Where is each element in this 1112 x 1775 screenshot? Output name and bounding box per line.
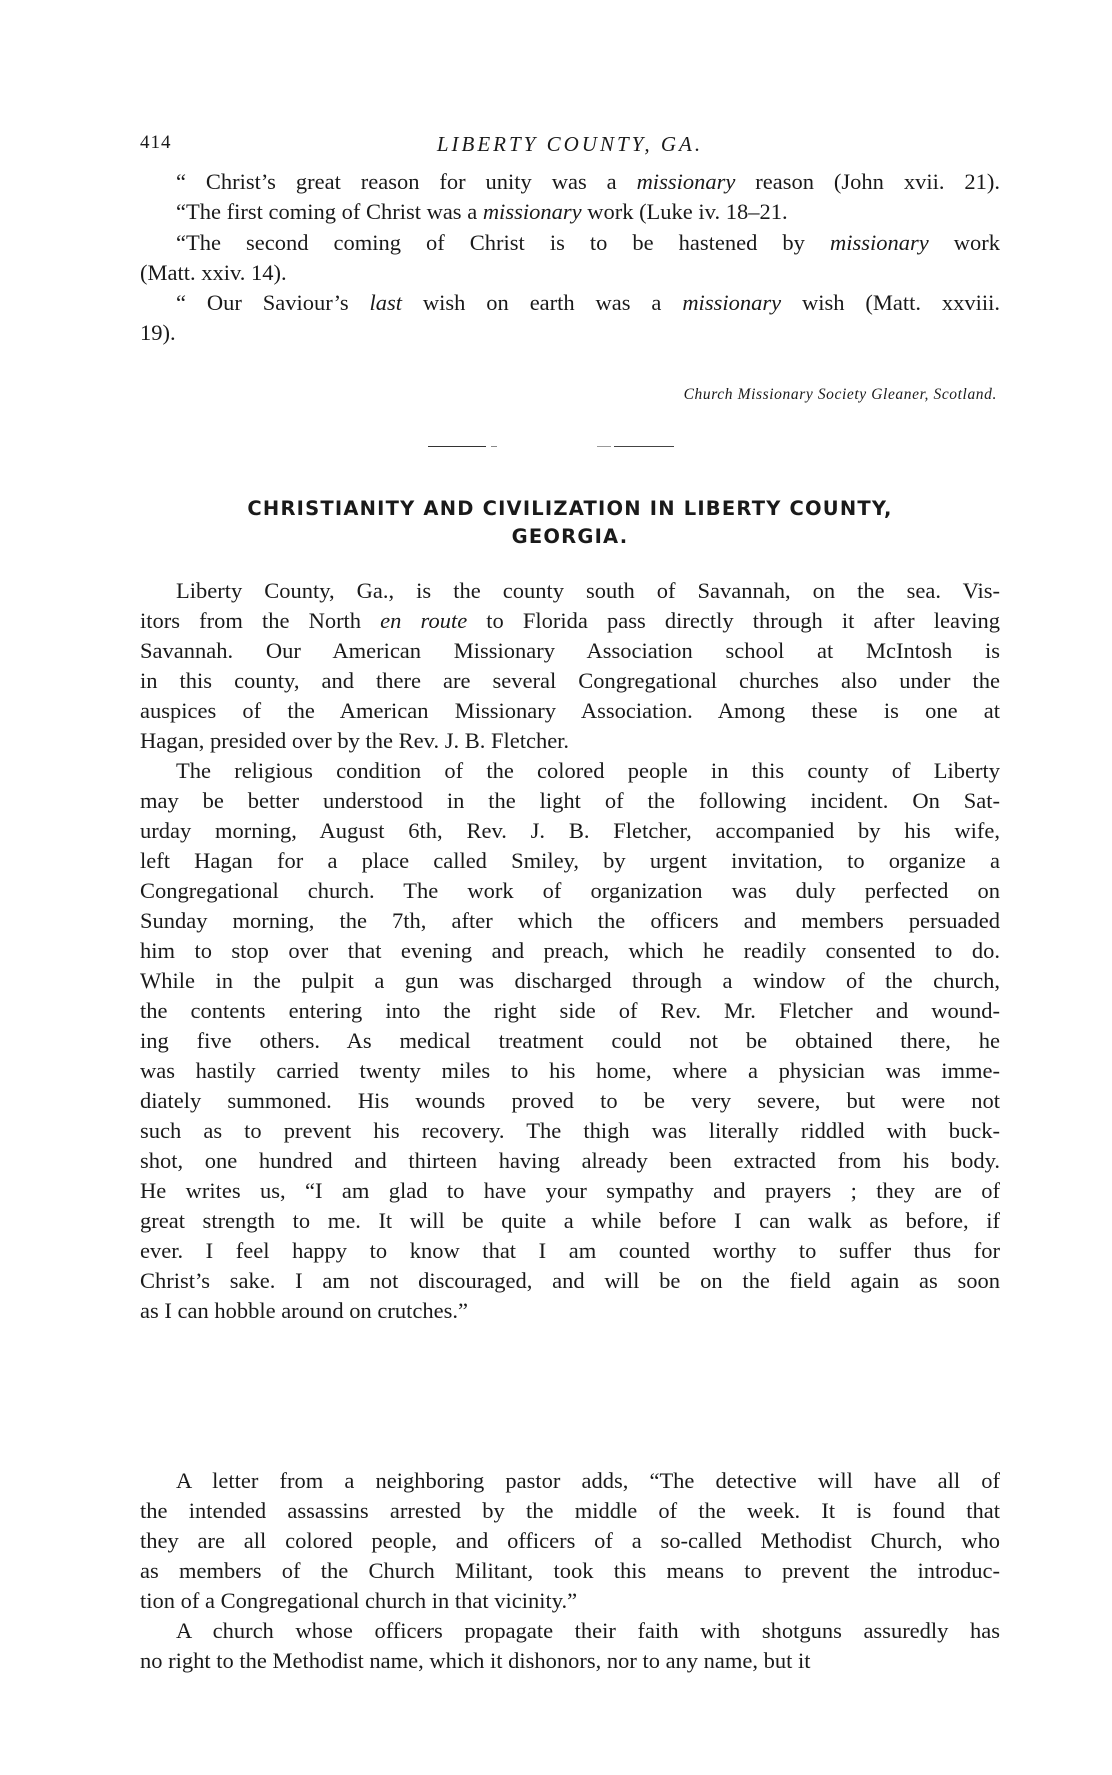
paragraph-line: ing five others. As medical treatment could not be obtained there, he (140, 1028, 1000, 1053)
paragraph-line: great strength to me. It will be quite a while before I can walk as before, if (140, 1208, 1000, 1233)
page-number: 414 (140, 132, 172, 153)
paragraph-line: urday morning, August 6th, Rev. J. B. Fletcher, accompanied by his wife, (140, 818, 1000, 843)
paragraph-line: shot, one hundred and thirteen having already been extracted from his body. (140, 1148, 1000, 1173)
paragraph-line: him to stop over that evening and preach, which he readily consented to do. (140, 938, 1000, 963)
quote-line: “The second coming of Christ is to be hastened by missionary work (176, 230, 1000, 255)
running-head (140, 132, 1000, 162)
paragraph-line: may be better understood in the light of the following incident. On Sat- (140, 788, 1000, 813)
paragraph-line: A church whose officers propagate their faith with shotguns assuredly has (176, 1618, 1000, 1643)
paragraph-line: left Hagan for a place called Smiley, by urgent invitation, to organize a (140, 848, 1000, 873)
paragraph-line: tion of a Congregational church in that vicinity.” (140, 1588, 578, 1613)
paragraph-line: they are all colored people, and officers of a so-called Methodist Church, who (140, 1528, 1000, 1553)
paragraph-line: Christ’s sake. I am not discouraged, and will be on the field again as soon (140, 1268, 1000, 1293)
paragraph-line: While in the pulpit a gun was discharged through a window of the church, (140, 968, 1000, 993)
section-divider (597, 446, 611, 447)
paragraph-line: Hagan, presided over by the Rev. J. B. Fletcher. (140, 728, 570, 753)
paragraph-line: as I can hobble around on crutches.” (140, 1298, 468, 1323)
quote-attribution: Church Missionary Society Gleaner, Scotland. (683, 386, 997, 403)
paragraph-line: as members of the Church Militant, took this means to prevent the introduc- (140, 1558, 1000, 1583)
section-divider (614, 446, 674, 447)
paragraph-line: The religious condition of the colored people in this county of Liberty (176, 758, 1000, 783)
article-title-continued: GEORGIA. (511, 525, 629, 548)
paragraph-line: A letter from a neighboring pastor adds, “The detective will have all of (176, 1468, 1000, 1493)
paragraph-line: in this county, and there are several Congregational churches also under the (140, 668, 1000, 693)
paragraph-line: such as to prevent his recovery. The thigh was literally riddled with buck- (140, 1118, 1000, 1143)
paragraph-line: the intended assassins arrested by the middle of the week. It is found that (140, 1498, 1000, 1523)
paragraph-line: Liberty County, Ga., is the county south of Savannah, on the sea. Vis- (176, 578, 1000, 603)
paragraph-line: no right to the Methodist name, which it dishonors, nor to any name, but it (140, 1648, 811, 1673)
paragraph-line: was hastily carried twenty miles to his home, where a physician was imme- (140, 1058, 1000, 1083)
running-title: LIBERTY COUNTY, GA. (436, 132, 704, 156)
paragraph-line: the contents entering into the right side of Rev. Mr. Fletcher and wound- (140, 998, 1000, 1023)
article-title: CHRISTIANITY AND CIVILIZATION IN LIBERTY COUNTY, (247, 497, 893, 520)
paragraph-line: itors from the North en route to Florida pass directly through it after leaving (140, 608, 1000, 633)
quote-line: “The first coming of Christ was a missionary work (Luke iv. 18–21. (176, 199, 788, 224)
quote-line: “ Christ’s great reason for unity was a missionary reason (John xvii. 21). (176, 169, 1000, 194)
paragraph-line: He writes us, “I am glad to have your sympathy and prayers ; they are of (140, 1178, 1000, 1203)
section-divider (491, 446, 497, 447)
section-divider (428, 446, 486, 447)
quote-line: 19). (140, 320, 176, 345)
paragraph-line: auspices of the American Missionary Association. Among these is one at (140, 698, 1000, 723)
paragraph-line: Congregational church. The work of organization was duly perfected on (140, 878, 1000, 903)
paragraph-line: diately summoned. His wounds proved to be very severe, but were not (140, 1088, 1000, 1113)
paragraph-line: Sunday morning, the 7th, after which the officers and members persuaded (140, 908, 1000, 933)
quote-line: (Matt. xxiv. 14). (140, 260, 287, 285)
quote-line: “ Our Saviour’s last wish on earth was a missionary wish (Matt. xxviii. (176, 290, 1000, 315)
paragraph-line: ever. I feel happy to know that I am counted worthy to suffer thus for (140, 1238, 1000, 1263)
paragraph-line: Savannah. Our American Missionary Association school at McIntosh is (140, 638, 1000, 663)
